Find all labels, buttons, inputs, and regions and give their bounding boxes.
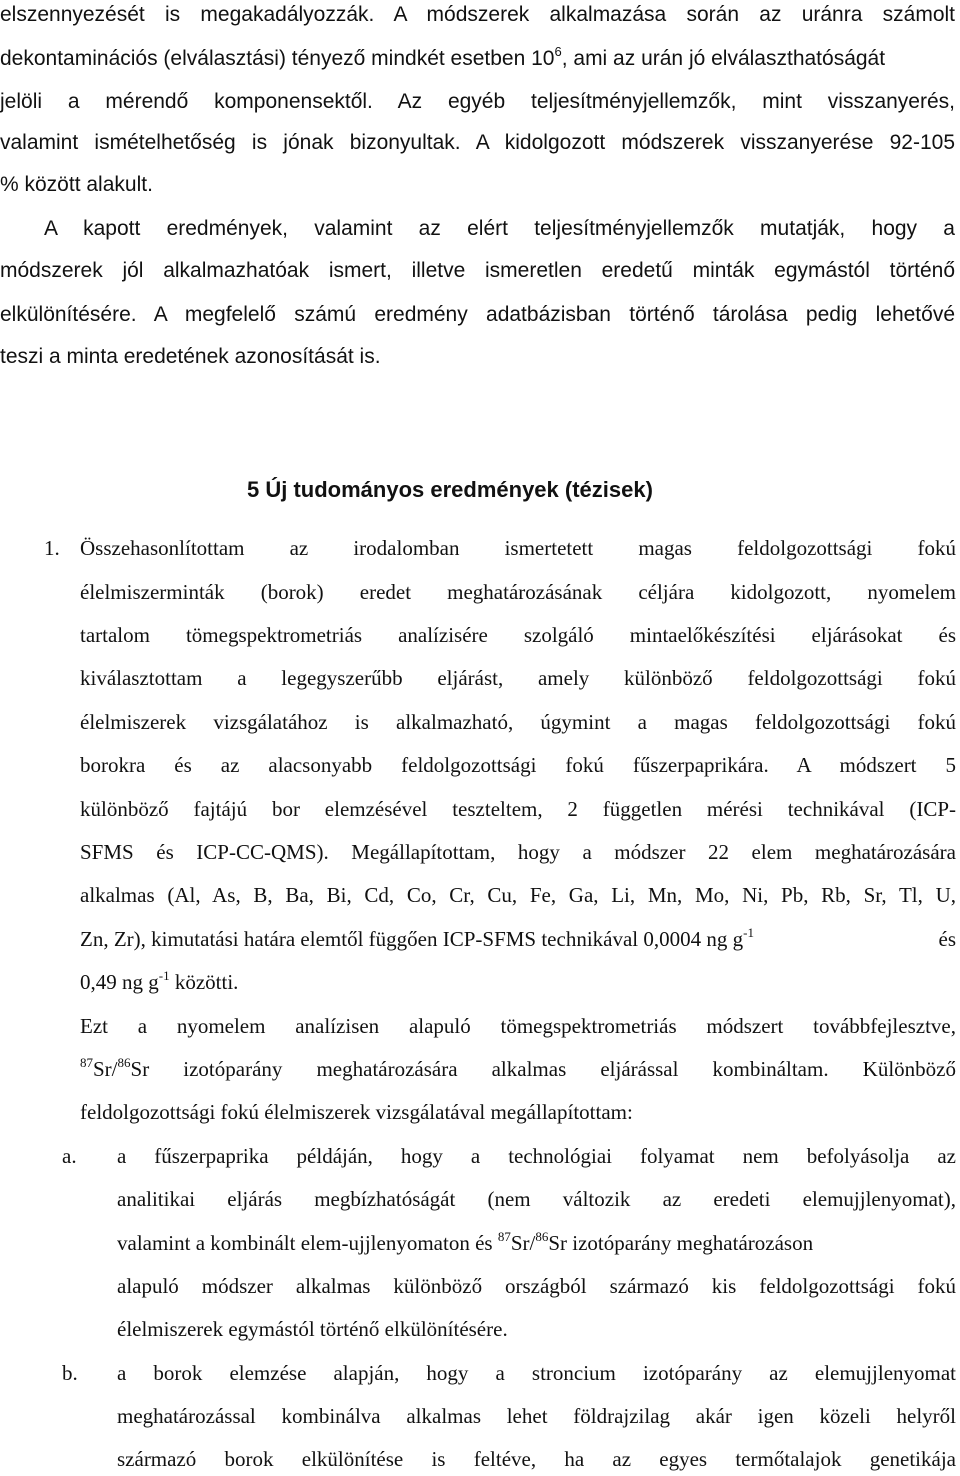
exponent: -1 [158, 968, 170, 983]
intro-line-2 [0, 46, 955, 72]
exponent: 6 [554, 44, 562, 59]
item-a-label: a. [62, 1144, 77, 1168]
thesis1-p2-line-3: feldolgozottsági fokú élelmiszerek vizsgálatával megállapítottam: [80, 1100, 633, 1124]
thesis1-line-11: 0,49 ng $g^{-1}$ közötti. [80, 968, 239, 994]
thesis1-line-4: kiválasztottam a legegyszerűbb eljárást, amely különböző feldolgozottsági fokú [80, 666, 956, 690]
item-b-line-1: a borok elemzése alapján, hogy a stroncium izotóparány az elemujjlenyomat [117, 1361, 956, 1385]
thesis1-line-5: élelmiszerek vizsgálatához is alkalmazható, úgymint a magas feldolgozottsági fokú [80, 710, 956, 734]
intro-line-2-text: dekontaminációs (elválasztási) tényező mindkét esetben $10^6$, ami az urán jó elválaszthatóságát [0, 44, 886, 70]
thesis1-line-8: SFMS és ICP-CC-QMS). Megállapítottam, hogy a módszer 22 elem meghatározására [80, 840, 956, 864]
intro-line-1: elszennyezését is megakadályozzák. A módszerek alkalmazása során az uránra számolt [0, 3, 955, 26]
thesis1-p2-line-2 [80, 1056, 956, 1082]
thesis1-line-3: tartalom tömegspektrometriás analízisére szolgáló mintaelőkészítési eljárásokat és [80, 623, 956, 647]
para2-line-2: módszerek jól alkalmazhatóak ismert, illetve ismeretlen eredetű minták egymástól történő [0, 259, 955, 282]
intro-line-4: valamint ismételhetőség is jónak bizonyultak. A kidolgozott módszerek visszanyerése 92-105 [0, 131, 955, 154]
item-a-line-2: analitikai eljárás megbízhatóságát (nem változik az eredeti elemujjlenyomat), [117, 1187, 956, 1211]
para2-line-1: A kapott eredmények, valamint az elért teljesítményjellemzők mutatják, hogy a [44, 217, 955, 240]
section-heading: 5 Új tudományos eredmények (tézisek) [247, 477, 653, 502]
intro-line-3: jelöli a mérendő komponensektől. Az egyéb teljesítményjellemzők, mint visszanyerés, [0, 90, 955, 113]
thesis1-p2-line-2-text: $^{87}$Sr/$^{86}$ Sr izotóparány meghatározására alkalmas eljárással kombináltam. Különböző [80, 1055, 956, 1081]
intro-line-5: % között alakult. [0, 173, 153, 196]
thesis1-line-6: borokra és az alacsonyabb feldolgozottsági fokú fűszerpaprikára. A módszert 5 [80, 753, 956, 777]
exponent: -1 [743, 925, 754, 940]
isotope-number: 87 [497, 1229, 511, 1244]
thesis1-line-10-end: és [938, 927, 956, 951]
isotope-number: 87 [80, 1055, 93, 1070]
thesis-number: 1. [44, 536, 60, 560]
thesis1-line-1: Összehasonlítottam az irodalomban ismertetett magas feldolgozottsági fokú [80, 536, 956, 560]
isotope-number: 86 [535, 1229, 549, 1244]
isotope-number: 86 [117, 1055, 131, 1070]
thesis1-p2-line-1: Ezt a nyomelem analízisen alapuló tömegspektrometriás módszert továbbfejlesztve, [80, 1014, 956, 1038]
thesis1-line-9: alkalmas (Al, As, B, Ba, Bi, Cd, Co, Cr, Cu, Fe, Ga, Li, Mn, Mo, Ni, Pb, Rb, Sr, Tl, U, [80, 883, 956, 907]
item-a-line-3-text: valamint a kombinált elem-ujjlenyomaton és $^{87}$Sr/$^{86}$Sr izotóparány meghatározáson [117, 1229, 814, 1255]
item-a-line-1: a fűszerpaprika példáján, hogy a technológiai folyamat nem befolyásolja az [117, 1144, 956, 1168]
item-a-line-5: élelmiszerek egymástól történő elkülönítésére. [117, 1317, 508, 1341]
thesis1-line-10 [80, 926, 956, 952]
item-a-line-4: alapuló módszer alkalmas különböző országból származó kis feldolgozottsági fokú [117, 1274, 956, 1298]
item-b-line-3: származó borok elkülönítése is feltéve, ha az egyes termőtalajok genetikája [117, 1447, 956, 1471]
para2-line-4: teszi a minta eredetének azonosítását is. [0, 345, 381, 368]
thesis1-line-7: különböző fajtájú bor elemzésével teszteltem, 2 független mérési technikával (ICP- [80, 797, 956, 821]
item-a-line-3 [117, 1230, 956, 1256]
thesis1-line-10-text: Zn, Zr), kimutatási határa elemtől függően ICP-SFMS technikával 0,0004 ng $g^{-1}$ [80, 925, 754, 951]
para2-line-3: elkülönítésére. A megfelelő számú eredmény adatbázisban történő tárolása pedig lehetővé [0, 303, 955, 326]
item-b-line-2: meghatározással kombinálva alkalmas lehet földrajzilag akár igen közeli helyről [117, 1404, 956, 1428]
item-b-label: b. [62, 1361, 78, 1385]
thesis1-line-2: élelmiszerminták (borok) eredet meghatározásának céljára kidolgozott, nyomelem [80, 580, 956, 604]
